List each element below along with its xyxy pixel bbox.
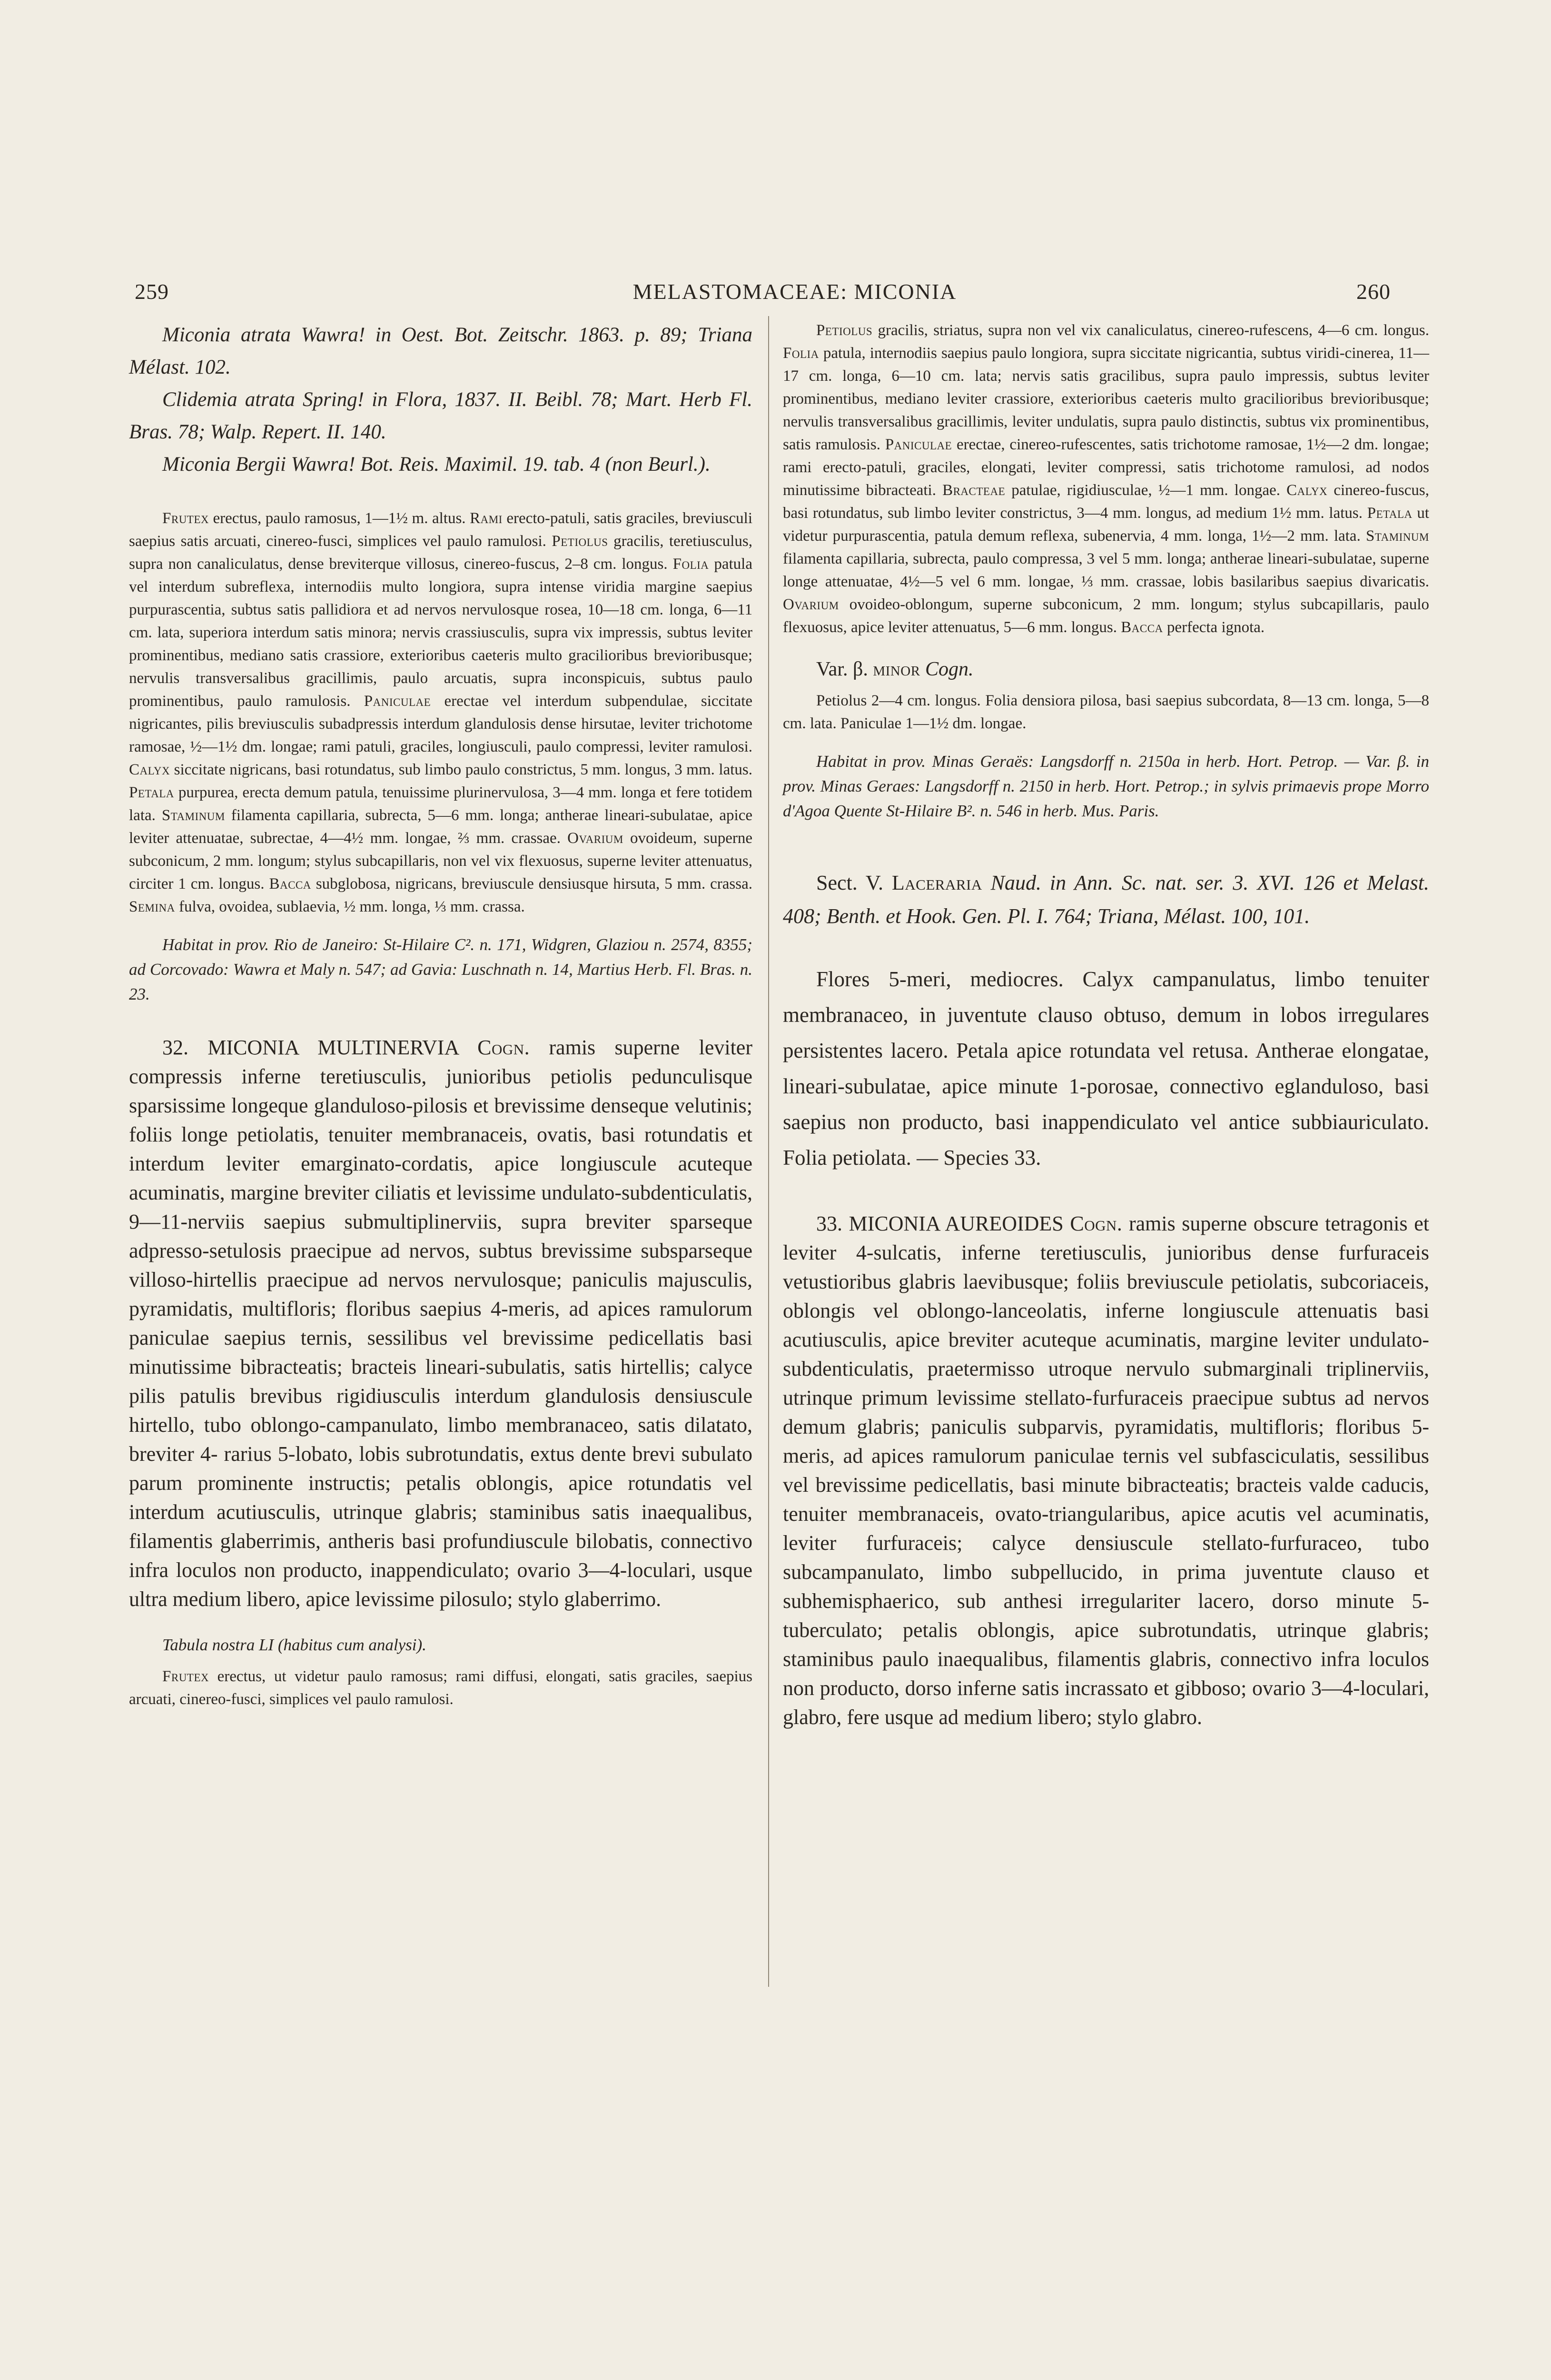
label-text: Ovarium bbox=[783, 596, 839, 613]
label-text: Frutex bbox=[162, 510, 209, 527]
label-text: Rami bbox=[470, 510, 503, 527]
running-title: MELASTOMACEAE: MICONIA bbox=[632, 279, 957, 304]
plain-text: patulae, rigidiusculae, ½—1 mm. longae. bbox=[1005, 482, 1287, 499]
section-heading bbox=[783, 866, 1429, 933]
label-text: Paniculae bbox=[364, 693, 431, 710]
section-description: Flores 5-meri, mediocres. Calyx campanulatus, limbo tenuiter membranaceo, in juventute clauso obtuso, demum in lobos irregulares persistentes lacero. Petala apice rotundata vel retusa. Antherae elongatae, lineari-subulatae, apice minute 1-porosae, connectivo eglanduloso, basi saepius non producto, basi inappendiculato vel antice subbiauriculato. Folia petiolata. — Species 33. bbox=[783, 967, 1429, 1170]
plain-text: purpurea, erecta demum patula, tenuissime plurinervulosa, 3—4 mm. longa et fere totidem lata. bbox=[129, 784, 752, 824]
plain-text: subglobosa, nigricans, breviuscule densiusque hirsuta, 5 mm. crassa. bbox=[311, 875, 752, 892]
column-divider bbox=[768, 316, 769, 1987]
synonym-entry: Miconia Bergii Wawra! Bot. Reis. Maximil. 19. tab. 4 (non Beurl.). bbox=[162, 453, 711, 476]
label-text: Folia bbox=[672, 555, 709, 573]
plain-text: Sect. V. bbox=[816, 871, 892, 894]
species-diagnosis-33 bbox=[783, 1209, 1429, 1732]
plain-text: ramis superne leviter compressis inferne teretiusculis, junioribus petiolis pedunculisque sparsissime longeque glanduloso-pilosis et brevissime denseque velutinis; foliis longe petiolatis, tenuiter membranaceis, ovatis, basi rotundatis et interdum leviter emarginato-cordatis, apice longiuscule acuteque acuminatis, margine breviter ciliatis et levissime undulato-subdenticulatis, 9—11-nerviis saepius submultiplinerviis, supra breviter sparseque adpresso-setulosis praecipue ad nervos, subtus brevissime subsparseque villoso-hirtellis praecipue ad nervos nervulosque; paniculis majusculis, pyramidatis, multifloris; floribus saepius 4-meris, ad apices ramulorum paniculae saepius ternis, sessilibus vel brevissime pedicellatis basi minutissime bibracteatis; bracteis lineari-subulatis, satis hirtellis; calyce pilis patulis brevibus rigidiusculis interdum glandulosis densiuscule hirtello, tubo oblongo-campanulato, limbo membranaceo, satis dilatato, breviter 4- rarius 5-lobato, lobis subrotundatis, extus dente brevi subulato parum prominente instructis; petalis oblongis, apice rotundatis vel interdum acutiusculis, utrinque glabris; staminibus satis inaequalibus, filamentis glaberrimis, antheris basi profundiuscule bilobatis, connectivo infra loculos non producto, inappendiculato; ovario 3—4-loculari, usque ultra medium libero, apice levissime pilosulo; stylo glaberrimo. bbox=[129, 1036, 752, 1611]
page-number-right: 260 bbox=[1356, 279, 1391, 304]
plain-text bbox=[982, 871, 991, 894]
habitat-paragraph: Habitat in prov. Rio de Janeiro: St-Hilaire C². n. 171, Widgren, Glaziou n. 2574, 8355; ad Corcovado: Wawra et Maly n. 547; ad Gavia: Luschnath n. 14, Martius Herb. Fl. Bras. n. 23. bbox=[129, 935, 752, 1003]
label-text: Staminum bbox=[161, 807, 225, 824]
label-text: Petala bbox=[129, 784, 174, 801]
species-description-continued bbox=[783, 319, 1429, 639]
right-column bbox=[783, 319, 1429, 1732]
plain-text: ovoideo-oblongum, superne subconicum, 2 mm. longum; stylus subcapillaris, paulo flexuosus, apice leviter attenuatus, 5—6 mm. longus. bbox=[783, 596, 1429, 636]
plain-text bbox=[920, 658, 926, 680]
synonymy-block bbox=[129, 319, 752, 481]
label-text: Calyx bbox=[1286, 482, 1328, 499]
plain-text: ut videtur purpurascentia, patula demum reflexa, subenervia, 4 mm. longa, 1½—2 mm. lata. bbox=[783, 505, 1429, 545]
synonym-entry: Miconia atrata Wawra! in Oest. Bot. Zeitschr. 1863. p. 89; Triana Mélast. 102. bbox=[129, 324, 752, 378]
plain-text: filamenta capillaria, subrecta, 5—6 mm. longa; antherae lineari-subulatae, apice leviter attenuatae, subrectae, 4—4½ mm. longae, ⅔ mm. crassae. bbox=[129, 807, 752, 847]
plain-text: erectus, ut videtur paulo ramosus; rami diffusi, elongati, satis graciles, saepius arcuati, cinereo-fusci, simplices vel paulo ramulosi. bbox=[129, 1668, 752, 1708]
plain-text: gracilis, teretiusculus, supra non canaliculatus, dense breviterque villosus, cinereo-fuscus, 2–8 cm. longus. bbox=[129, 533, 752, 573]
label-text: Ovarium bbox=[567, 830, 623, 847]
label-text: Bracteae bbox=[942, 482, 1006, 499]
plain-text: gracilis, striatus, supra non vel vix canaliculatus, cinereo-rufescens, 4—6 cm. longus. bbox=[872, 322, 1429, 339]
species-description bbox=[129, 1665, 752, 1711]
plain-text: erecto-patuli, satis graciles, breviusculi saepius satis arcuati, cinereo-fusci, simplices vel paulo ramulosi. bbox=[129, 510, 752, 550]
ref-text: Naud. in Ann. Sc. nat. ser. 3. XVI. 126 et Melast. 408; Benth. et Hook. Gen. Pl. I. 764; Triana, Mélast. 100, 101. bbox=[783, 871, 1429, 928]
label-text: Semina bbox=[129, 898, 175, 915]
plain-text: erectae vel interdum subpendulae, siccitate nigricantes, pilis breviusculis subadpressis interdum glandulosis dense hirsutae, leviter trichotome ramosae, ½—1½ dm. longae; rami patuli, graciles, longiusculi, paulo compressi, leviter ramulosi. bbox=[129, 693, 753, 755]
label-text: Bacca bbox=[1121, 619, 1163, 636]
label-text: Folia bbox=[783, 345, 819, 362]
label-text: Petiolus bbox=[552, 533, 608, 550]
plain-text: fulva, ovoidea, sublaevia, ½ mm. longa, ⅓ mm. crassa. bbox=[175, 898, 525, 915]
species-description bbox=[129, 507, 752, 918]
label-text: Cogn. bbox=[477, 1036, 530, 1059]
label-text: Cogn. bbox=[1070, 1212, 1123, 1235]
plain-text: 32. MICONIA MULTINERVIA bbox=[162, 1036, 478, 1059]
plain-text: 33. MICONIA AUREOIDES bbox=[816, 1212, 1070, 1235]
page-number-left: 259 bbox=[135, 279, 169, 304]
plain-text: ramis superne obscure tetragonis et leviter 4-sulcatis, inferne teretiusculis, junioribus dense furfuraceis vetustioribus glabris laevibusque; foliis breviuscule petiolatis, subcoriaceis, oblongis vel oblongo-lanceolatis, inferne longiuscule attenuatis basi acutiusculis, apice breviter acuteque acuminatis, margine leviter undulato-subdenticulatis, praetermisso utroque nervulo submarginali triplinerviis, utrinque primum levissime stellato-furfuraceis praecipue subtus ad nervos demum glabris; paniculis subparvis, pyramidatis, multifloris; floribus 5-meris, ad apices ramulorum paniculae ternis vel subfasciculatis, sessilibus vel brevissime pedicellatis, basi minute bibracteatis; bracteis valde caducis, tenuiter membranaceis, ovato-triangularibus, apice acutis vel acuminatis, leviter furfuraceis; calyce densiuscule stellato-furfuraceo, tubo subcampanulato, limbo subpellucido, in prima juventute clauso et subhemisphaerico, sub anthesi irregulariter lacero, dorso minute 5-tuberculato; petalis oblongis, apice subrotundatis, utrinque glabris; staminibus paulo inaequalibus, filamentis glabris, connectivo infra loculos non producto, dorso inferne satis incrassato et gibboso; ovario 3—4-loculari, glabro, fere usque ad medium libero; stylo glabro. bbox=[783, 1212, 1429, 1729]
species-diagnosis-32 bbox=[129, 1033, 752, 1614]
plain-text: erectus, paulo ramosus, 1—1½ m. altus. bbox=[209, 510, 470, 527]
plain-text: patula, internodiis saepius paulo longiora, supra siccitate nigricantia, subtus viridi-cinerea, 11—17 cm. longa, 6—10 cm. lata; nervis satis gracilibus, supra paulo impressis, subtus leviter prominentibus, mediano leviter crassiore, exterioribus caeteris multo gracilioribus brevioribusque; nervulis transversalibus gracillimis, leviter undulatis, supra paulo distinctis, subtus vix prominentibus, satis ramulosis. bbox=[783, 345, 1429, 453]
habitat-paragraph: Habitat in prov. Minas Geraës: Langsdorff n. 2150a in herb. Hort. Petrop. — Var. β. in prov. Minas Geraes: Langsdorff n. 2150 in herb. Hort. Petrop.; in sylvis primaevis prope Morro d'Agoa Quente St-Hilaire B². n. 546 in herb. Mus. Paris. bbox=[783, 752, 1429, 820]
label-text: Petiolus bbox=[816, 322, 873, 339]
plain-text: patula vel interdum subreflexa, internodiis multo longiora, supra intense viridia margine saepius purpurascentia, subtus satis pallidiora et ad nervos nervulosque rosea, 10—18 cm. longa, 6—11 cm. lata, superiora interdum satis minora; nervis crassiusculis, supra vix impressis, subtus leviter prominentibus, mediano satis crassiore, exterioribus caeteris multo gracilioribus brevioribusque; nervulis transversalibus gracillimis, paulo arcuatis, supra inconspicuis, subtus paulo prominentibus, paulo ramulosis. bbox=[129, 555, 753, 710]
variety-description: Petiolus 2—4 cm. longus. Folia densiora pilosa, basi saepius subcordata, 8—13 cm. longa, 5—8 cm. lata. Paniculae 1—1½ dm. longae. bbox=[783, 692, 1429, 732]
plate-reference: Tabula nostra LI (habitus cum analysi). bbox=[162, 1636, 426, 1654]
label-text: Staminum bbox=[1366, 527, 1429, 545]
plain-text: erectae, cinereo-rufescentes, satis trichotome ramosae, 1½—2 dm. longae; rami erecto-patuli, graciles, elongati, leviter compressi, satis trichotome ramulosi, ad nodos minutissime bibracteati. bbox=[783, 436, 1429, 499]
label-text: Frutex bbox=[162, 1668, 209, 1685]
label-text: Paniculae bbox=[885, 436, 952, 453]
label-text: minor bbox=[873, 658, 920, 680]
plain-text: ovoideum, superne subconicum, 2 mm. longum; stylus subcapillaris, non vel vix flexuosus, superne leviter attenuatus, circiter 1 cm. longus. bbox=[129, 830, 753, 892]
variety-heading bbox=[783, 656, 1429, 683]
plain-text: siccitate nigricans, basi rotundatus, sub limbo paulo constrictus, 5 mm. longus, 3 mm. latus. bbox=[170, 761, 752, 778]
label-text: Petala bbox=[1367, 505, 1413, 522]
plain-text: cinereo-fuscus, basi rotundatus, sub limbo leviter constrictus, 3—4 mm. longus, ad medium 1½ mm. latus. bbox=[783, 482, 1429, 522]
plain-text: filamenta capillaria, subrecta, paulo compressa, 3 vel 5 mm. longa; antherae lineari-subulatae, superne longe attenuatae, 4½—5 vel 6 mm. longae, ⅓ mm. crassae, lobis basilaribus saepius divaricatis. bbox=[783, 550, 1429, 590]
label-text: Bacca bbox=[269, 875, 311, 892]
label-text: Calyx bbox=[129, 761, 170, 778]
ref-text: Cogn. bbox=[925, 658, 974, 680]
plain-text: Var. β. bbox=[816, 658, 873, 680]
label-text: Laceraria bbox=[891, 871, 982, 894]
left-column bbox=[129, 319, 752, 1711]
synonym-entry: Clidemia atrata Spring! in Flora, 1837. II. Beibl. 78; Mart. Herb Fl. Bras. 78; Walp. Repert. II. 140. bbox=[129, 388, 752, 443]
plain-text: perfecta ignota. bbox=[1163, 619, 1265, 636]
